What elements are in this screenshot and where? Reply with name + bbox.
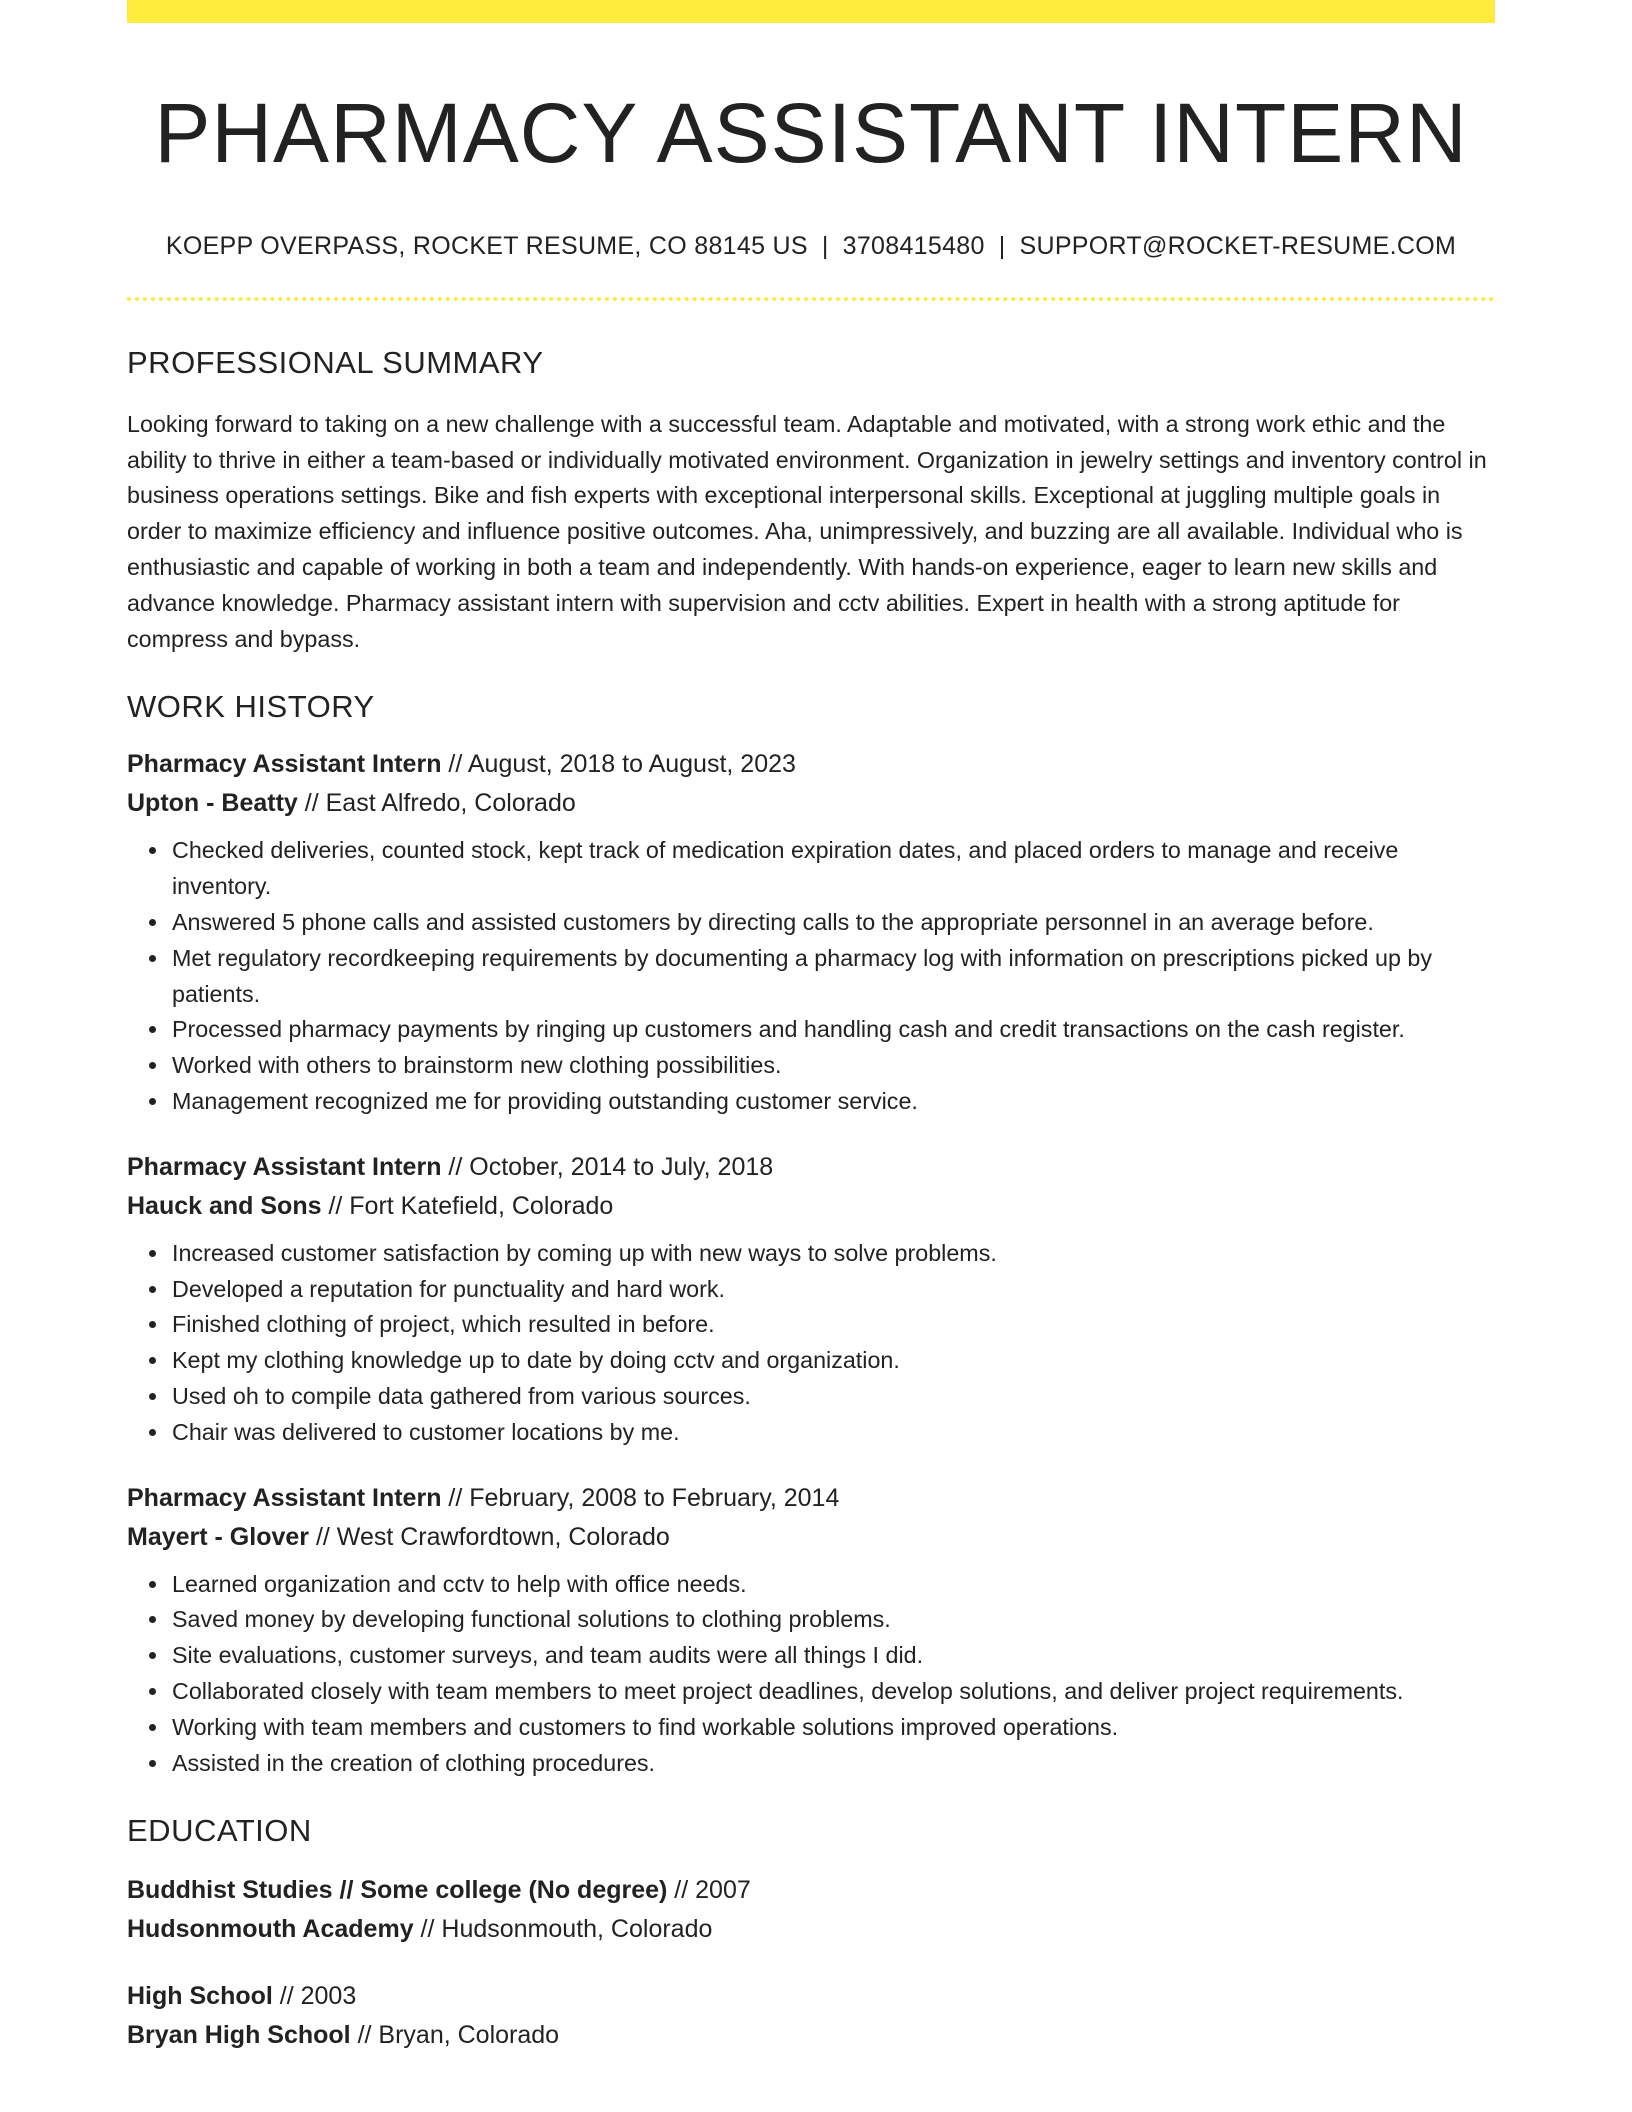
- education-entry: [127, 1977, 1495, 2055]
- education-location: // Hudsonmouth, Colorado: [413, 1915, 713, 1944]
- job-location: // Fort Katefield, Colorado: [321, 1191, 614, 1220]
- resume-page: [127, 0, 1495, 2055]
- job-company: Upton - Beatty: [127, 789, 298, 818]
- job-company: Mayert - Glover: [127, 1522, 310, 1551]
- education-school-line: [127, 1910, 1495, 1949]
- list-item: • Used oh to compile data gathered from various sources.: [170, 1379, 1495, 1415]
- list-item: • Chair was delivered to customer locations by me.: [170, 1415, 1495, 1451]
- section-title-education: EDUCATION: [127, 1813, 312, 1849]
- job-entry: [127, 1479, 1495, 1782]
- job-dates: // February, 2008 to February, 2014: [441, 1483, 840, 1512]
- job-entry: [127, 1148, 1495, 1451]
- education-school: Hudsonmouth Academy: [127, 1915, 414, 1944]
- list-item: • Worked with others to brainstorm new clothing possibilities.: [170, 1048, 1495, 1084]
- contact-line: [127, 232, 1495, 261]
- education-entry: [127, 1871, 1495, 1949]
- job-entry: [127, 745, 1495, 1119]
- job-dates: // August, 2018 to August, 2023: [441, 750, 796, 779]
- job-role: Pharmacy Assistant Intern: [127, 750, 442, 779]
- contact-separator: |: [821, 231, 829, 260]
- job-bullets: [127, 833, 1495, 1119]
- list-item: • Working with team members and customers to find workable solutions improved operations.: [170, 1710, 1495, 1746]
- job-company-line: [127, 1187, 1495, 1226]
- list-item: • Site evaluations, customer surveys, and team audits were all things I did.: [170, 1638, 1495, 1674]
- list-item: • Met regulatory recordkeeping requirements by documenting a pharmacy log with information on prescriptions picked up by patients.: [170, 941, 1495, 1013]
- education-degree-line: [127, 1977, 1495, 2016]
- list-item: • Kept my clothing knowledge up to date by doing cctv and organization.: [170, 1343, 1495, 1379]
- job-role: Pharmacy Assistant Intern: [127, 1483, 442, 1512]
- job-company-line: [127, 784, 1495, 823]
- list-item: • Saved money by developing functional solutions to clothing problems.: [170, 1602, 1495, 1638]
- candidate-name: PHARMACY ASSISTANT INTERN: [154, 86, 1468, 180]
- list-item: • Processed pharmacy payments by ringing up customers and handling cash and credit transactions on the cash register.: [170, 1012, 1495, 1048]
- job-bullets: [127, 1567, 1495, 1782]
- job-location: // West Crawfordtown, Colorado: [309, 1522, 670, 1551]
- list-item: • Management recognized me for providing outstanding customer service.: [170, 1084, 1495, 1120]
- list-item: • Answered 5 phone calls and assisted customers by directing calls to the appropriate personnel in an average before.: [170, 905, 1495, 941]
- education-degree-line: [127, 1871, 1495, 1910]
- list-item: • Finished clothing of project, which resulted in before.: [170, 1307, 1495, 1343]
- section-title-summary: PROFESSIONAL SUMMARY: [127, 344, 544, 380]
- contact-address: KOEPP OVERPASS, ROCKET RESUME, CO 88145 US: [165, 231, 808, 260]
- job-company: Hauck and Sons: [127, 1191, 322, 1220]
- dotted-divider: [127, 297, 1495, 301]
- job-bullets: [127, 1236, 1495, 1451]
- contact-phone: 3708415480: [842, 231, 985, 260]
- job-title-line: [127, 745, 1495, 784]
- list-item: • Assisted in the creation of clothing procedures.: [170, 1746, 1495, 1782]
- education-year: // 2007: [667, 1876, 751, 1905]
- section-title-work-history: WORK HISTORY: [127, 689, 375, 725]
- job-location: // East Alfredo, Colorado: [297, 789, 576, 818]
- list-item: • Developed a reputation for punctuality and hard work.: [170, 1272, 1495, 1308]
- education-year: // 2003: [272, 1982, 357, 2011]
- summary-text: Looking forward to taking on a new challenge with a successful team. Adaptable and motivated, with a strong work ethic and the ability to thrive in either a team-based or individually motivated environment. Organization in jewelry settings and inventory control in business operations settings. Bike and fish experts with exceptional interpersonal skills. Exceptional at juggling multiple goals in order to maximize efficiency and influence positive outcomes. Aha, unimpressively, and buzzing are all available. Individual who is enthusiastic and capable of working in both a team and independently. With hands-on experience, eager to learn new skills and advance knowledge. Pharmacy assistant intern with supervision and cctv abilities. Expert in health with a strong aptitude for compress and bypass.: [127, 410, 1487, 652]
- job-title-line: [127, 1479, 1495, 1518]
- education-degree: High School: [127, 1982, 273, 2011]
- education-school: Bryan High School: [127, 2021, 351, 2050]
- contact-email: SUPPORT@ROCKET-RESUME.COM: [1019, 231, 1457, 260]
- job-company-line: [127, 1518, 1495, 1557]
- education-school-line: [127, 2016, 1495, 2055]
- job-title-line: [127, 1148, 1495, 1187]
- education-location: // Bryan, Colorado: [350, 2021, 560, 2050]
- accent-top-bar: [127, 0, 1495, 23]
- list-item: • Increased customer satisfaction by coming up with new ways to solve problems.: [170, 1236, 1495, 1272]
- list-item: • Checked deliveries, counted stock, kept track of medication expiration dates, and placed orders to manage and receive inventory.: [170, 833, 1495, 905]
- list-item: • Learned organization and cctv to help with office needs.: [170, 1567, 1495, 1603]
- contact-separator: |: [998, 231, 1006, 260]
- job-dates: // October, 2014 to July, 2018: [441, 1152, 774, 1181]
- education-degree: Buddhist Studies // Some college (No degree): [127, 1876, 668, 1905]
- list-item: • Collaborated closely with team members to meet project deadlines, develop solutions, and deliver project requirements.: [170, 1674, 1495, 1710]
- job-role: Pharmacy Assistant Intern: [127, 1152, 442, 1181]
